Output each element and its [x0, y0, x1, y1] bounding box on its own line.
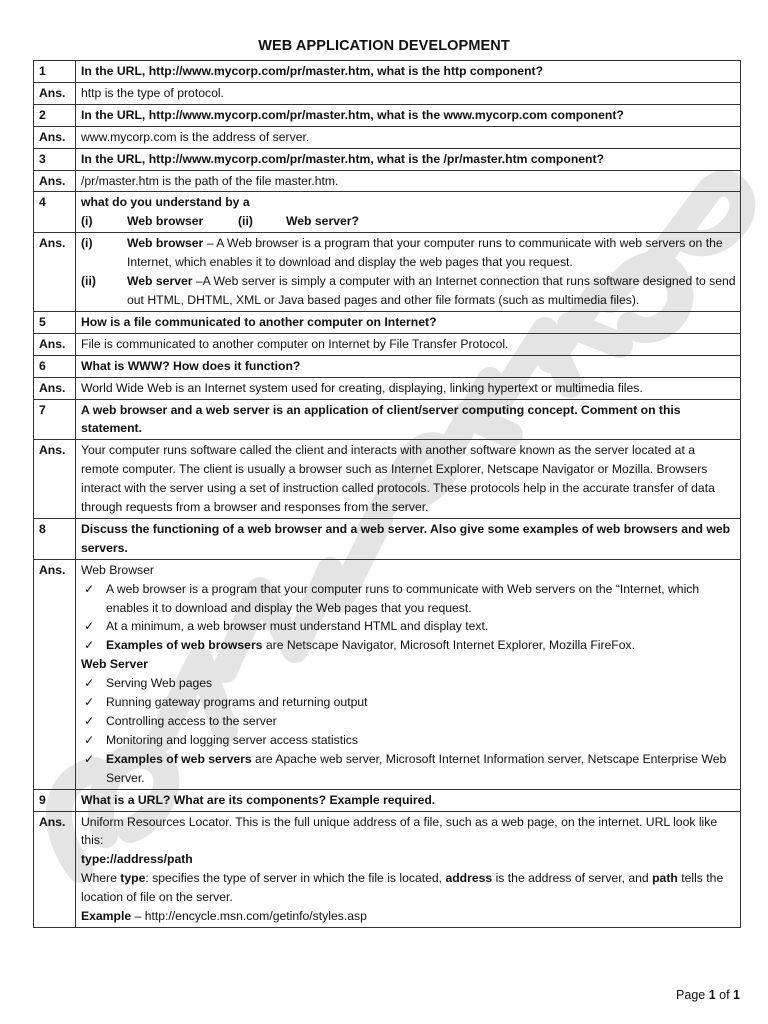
question-text: Discuss the functioning of a web browser and a web server. Also give some examples of web browsers and web servers. — [76, 518, 741, 559]
question-text: How is a file communicated to another computer on Internet? — [76, 311, 741, 333]
option-number: (ii) — [238, 214, 253, 229]
question-number: 3 — [34, 148, 76, 170]
question-number: 1 — [34, 61, 76, 83]
answer-label: Ans. — [34, 333, 76, 355]
term: Web browser — [127, 236, 204, 251]
question-line: what do you understand by a — [81, 195, 250, 210]
question-row — [34, 399, 741, 440]
question-text — [76, 192, 741, 233]
answer-text — [76, 811, 741, 927]
check-icon: ✓ — [84, 751, 95, 766]
page-total: 1 — [733, 988, 740, 1002]
answer-item — [81, 272, 736, 310]
question-row — [34, 789, 741, 811]
answer-text: World Wide Web is an Internet system used for creating, displaying, linking hypertext or multimedia files. — [76, 377, 741, 399]
question-text: A web browser and a web server is an application of client/server computing concept. Comment on this statement. — [76, 399, 741, 440]
question-number: 2 — [34, 104, 76, 126]
answer-text — [76, 559, 741, 789]
question-text: In the URL, http://www.mycorp.com/pr/master.htm, what is the /pr/master.htm component? — [76, 148, 741, 170]
term: Web server — [127, 274, 193, 289]
check-icon: ✓ — [84, 732, 95, 747]
page-number: 1 — [708, 988, 716, 1002]
answer-item — [81, 234, 736, 272]
list-item — [81, 636, 736, 655]
question-row — [34, 518, 741, 559]
question-text: In the URL, http://www.mycorp.com/pr/master.htm, what is the http component? — [76, 61, 741, 83]
question-row — [34, 192, 741, 233]
answer-row — [34, 333, 741, 355]
example-text: – http://encycle.msn.com/getinfo/styles.asp — [131, 909, 367, 924]
answer-row — [34, 377, 741, 399]
list-item-text: Monitoring and logging server access statistics — [106, 732, 358, 747]
answer-label: Ans. — [34, 377, 76, 399]
check-icon: ✓ — [84, 676, 95, 691]
question-row — [34, 355, 741, 377]
list-item — [81, 674, 736, 693]
answer-line — [81, 869, 736, 907]
term: type — [120, 871, 146, 886]
list-item-text: Controlling access to the server — [106, 714, 277, 728]
question-row — [34, 104, 741, 126]
question-options — [81, 212, 736, 231]
check-icon: ✓ — [84, 714, 95, 728]
list-item — [81, 750, 736, 788]
list-item-text: A web browser is a program that your computer runs to communicate with Web servers on the “Internet, which enables it to download and display the Web pages that you request. — [106, 581, 700, 615]
term: path — [652, 871, 678, 886]
question-number: 7 — [34, 399, 76, 440]
text-span: Where — [81, 871, 121, 886]
list-item-text: Serving Web pages — [106, 676, 213, 691]
question-row — [34, 61, 741, 83]
examples-text: are Apache web server, Microsoft Internet Information server, Netscape Enterprise Web Server. — [106, 751, 727, 785]
definition: – A Web browser is a program that your computer runs to communicate with web servers on the Internet, which enables it to download and display the web pages that you request. — [127, 236, 723, 270]
question-number: 6 — [34, 355, 76, 377]
examples-label: Examples of web browsers — [106, 638, 263, 653]
term: address — [445, 871, 493, 886]
item-number: (i) — [81, 236, 93, 251]
check-icon: ✓ — [84, 619, 95, 634]
list-item — [81, 693, 736, 712]
question-row — [34, 311, 741, 333]
examples-text: are Netscape Navigator, Microsoft Internet Explorer, Mozilla FireFox. — [262, 638, 636, 653]
answer-label: Ans. — [34, 82, 76, 104]
answer-row — [34, 811, 741, 927]
page-word: Page — [676, 988, 709, 1002]
answer-text: www.mycorp.com is the address of server. — [76, 126, 741, 148]
answer-row — [34, 559, 741, 789]
question-number: 4 — [34, 192, 76, 233]
answer-row — [34, 233, 741, 312]
answer-label: Ans. — [34, 170, 76, 192]
question-row — [34, 148, 741, 170]
question-text: In the URL, http://www.mycorp.com/pr/master.htm, what is the www.mycorp.com component? — [76, 104, 741, 126]
item-number: (ii) — [81, 274, 96, 289]
section-heading: Web Browser — [81, 562, 154, 577]
check-icon: ✓ — [84, 581, 95, 596]
answer-line: Uniform Resources Locator. This is the full unique address of a file, such as a web page, on the internet. URL look like this: — [81, 814, 718, 848]
answer-text: http is the type of protocol. — [76, 82, 741, 104]
question-number: 9 — [34, 789, 76, 811]
section-heading: Web Server — [81, 657, 148, 672]
page-title: WEB APPLICATION DEVELOPMENT — [258, 38, 510, 54]
page-footer — [676, 988, 740, 1002]
check-icon: ✓ — [84, 638, 95, 653]
question-text: What is a URL? What are its components? Example required. — [76, 789, 741, 811]
examples-label: Examples of web servers — [106, 751, 252, 766]
answer-text: File is communicated to another computer on Internet by File Transfer Protocol. — [76, 333, 741, 355]
answer-label: Ans. — [34, 559, 76, 789]
option-number: (i) — [81, 214, 93, 229]
text-span: : specifies the type of server in which the file is located, — [145, 871, 446, 886]
list-item-text: Running gateway programs and returning output — [106, 695, 368, 710]
answer-label: Ans. — [34, 440, 76, 519]
option-text: Web server? — [286, 214, 359, 229]
list-item-text: At a minimum, a web browser must understand HTML and display text. — [106, 619, 489, 634]
answer-text — [76, 233, 741, 312]
question-number: 8 — [34, 518, 76, 559]
question-text: What is WWW? How does it function? — [76, 355, 741, 377]
question-number: 5 — [34, 311, 76, 333]
text-span: tells the location of file on the server. — [81, 871, 724, 905]
option-text: Web browser — [127, 214, 204, 229]
answer-label: Ans. — [34, 811, 76, 927]
check-icon: ✓ — [84, 695, 95, 710]
url-format: type://address/path — [81, 852, 193, 867]
definition: –A Web server is simply a computer with an Internet connection that runs software designed to send out HTML, DHTML, XML or Java based pages and other file formats (such as multimedia files). — [127, 274, 736, 307]
list-item — [81, 617, 736, 636]
answer-label: Ans. — [34, 233, 76, 312]
answer-row — [34, 170, 741, 192]
list-item — [81, 731, 736, 750]
example-label: Example — [81, 909, 132, 924]
list-item — [81, 712, 736, 731]
answer-label: Ans. — [34, 126, 76, 148]
text-span: is the address of server, and — [492, 871, 653, 886]
of-word: of — [715, 988, 734, 1002]
answer-text: /pr/master.htm is the path of the file master.htm. — [76, 170, 741, 192]
answer-row — [34, 126, 741, 148]
example-line — [81, 907, 736, 926]
answer-row — [34, 82, 741, 104]
list-item — [81, 580, 736, 618]
answer-row — [34, 440, 741, 519]
answer-text: Your computer runs software called the client and interacts with another software known as the server located at a remote computer. The client is usually a browser such as Internet Explorer, Netscape Navigator or Mozilla. Browsers interact with the server using a set of instruction called protocols. These protocols help in the accurate transfer of data through requests from a browser and responses from the server. — [76, 440, 741, 519]
qa-table — [33, 60, 741, 928]
